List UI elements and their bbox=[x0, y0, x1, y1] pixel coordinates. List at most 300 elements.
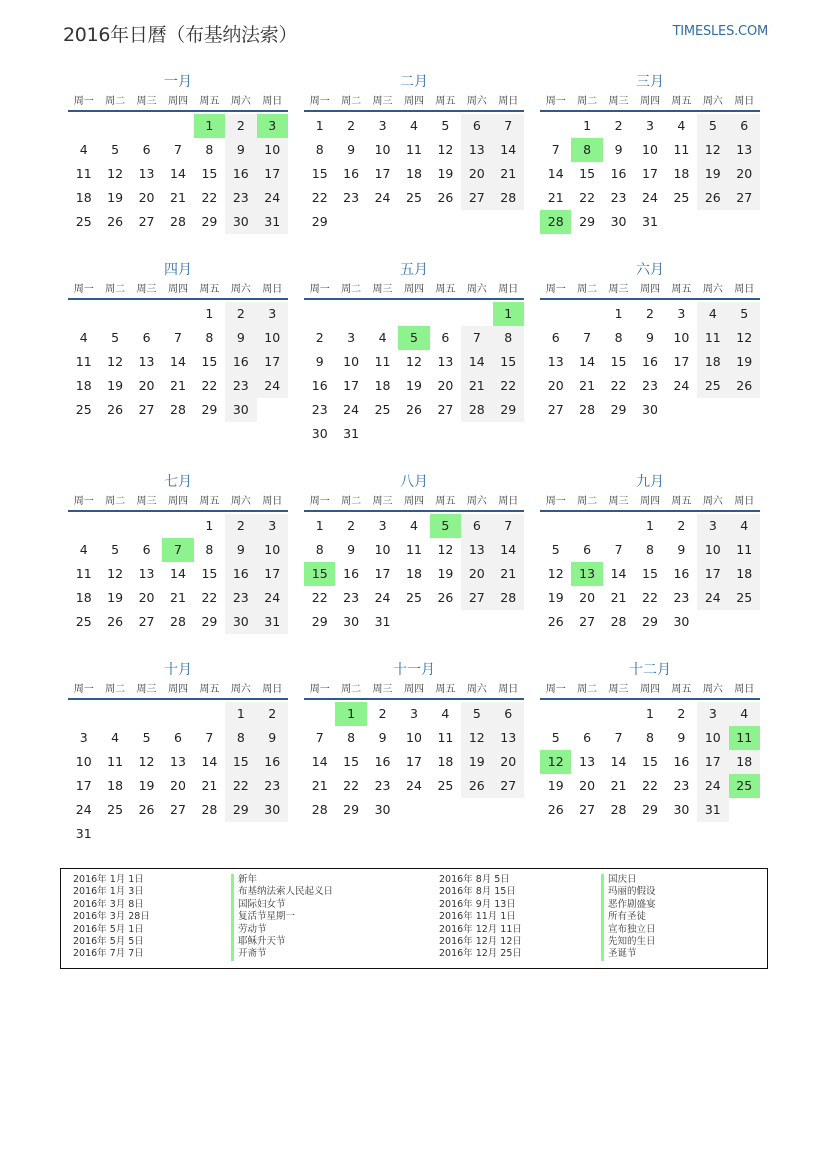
day-cell: 7 bbox=[174, 330, 182, 345]
day-cell: 22 bbox=[201, 190, 218, 205]
day-cell: 1 bbox=[614, 306, 623, 321]
day-cell: 5 bbox=[461, 702, 492, 726]
empty-cell bbox=[194, 702, 225, 726]
day-cell: 28 bbox=[610, 802, 627, 817]
day-cell: 22 bbox=[201, 378, 218, 393]
day-cell: 18 bbox=[729, 562, 760, 586]
day-cell: 23 bbox=[610, 190, 627, 205]
day-cell: 31 bbox=[374, 614, 391, 629]
day-cell: 25 bbox=[374, 402, 391, 417]
weekday-label: 周一 bbox=[309, 684, 330, 695]
holiday-day-cell: 12 bbox=[540, 750, 571, 774]
day-cell: 14 bbox=[170, 166, 186, 181]
day-cell: 8 bbox=[225, 726, 256, 750]
day-cell: 10 bbox=[697, 726, 728, 750]
day-cell: 19 bbox=[729, 350, 760, 374]
holiday-dates-left bbox=[73, 874, 150, 961]
day-cell: 13 bbox=[170, 754, 186, 769]
day-cell: 19 bbox=[697, 162, 728, 186]
day-cell: 20 bbox=[547, 378, 564, 393]
day-cell: 10 bbox=[374, 542, 391, 557]
day-cell: 12 bbox=[729, 326, 760, 350]
day-cell: 15 bbox=[642, 754, 658, 769]
day-cell: 7 bbox=[205, 730, 214, 745]
empty-cell bbox=[131, 302, 162, 326]
day-cell: 13 bbox=[138, 166, 155, 181]
day-cell: 4 bbox=[410, 518, 418, 533]
day-cell: 31 bbox=[75, 826, 92, 841]
day-cell: 26 bbox=[138, 802, 155, 817]
day-grid bbox=[540, 302, 760, 422]
day-cell: 1 bbox=[646, 518, 654, 533]
day-cell: 21 bbox=[201, 778, 218, 793]
day-cell: 7 bbox=[493, 514, 524, 538]
day-grid bbox=[68, 302, 288, 422]
day-cell: 11 bbox=[75, 566, 92, 581]
weekday-label: 周五 bbox=[435, 496, 456, 507]
day-cell: 8 bbox=[315, 542, 324, 557]
weekday-label: 周四 bbox=[167, 496, 188, 507]
weekday-label: 周一 bbox=[545, 96, 566, 107]
day-cell: 22 bbox=[225, 774, 256, 798]
day-cell: 13 bbox=[437, 354, 454, 369]
day-cell: 18 bbox=[406, 566, 422, 581]
weekday-label: 周二 bbox=[341, 684, 362, 695]
month-10 bbox=[68, 660, 288, 846]
holiday-name: 所有圣徒 bbox=[601, 911, 656, 923]
day-cell: 9 bbox=[646, 330, 654, 345]
day-cell: 5 bbox=[729, 302, 760, 326]
day-cell: 28 bbox=[311, 802, 328, 817]
day-cell: 8 bbox=[315, 142, 324, 157]
day-cell: 14 bbox=[461, 350, 492, 374]
day-cell: 7 bbox=[461, 326, 492, 350]
empty-cell bbox=[99, 302, 130, 326]
day-cell: 4 bbox=[378, 330, 387, 345]
holiday-name: 国庆日 bbox=[601, 874, 656, 886]
day-cell: 18 bbox=[406, 166, 422, 181]
weekday-label: 周一 bbox=[73, 684, 94, 695]
day-cell: 19 bbox=[107, 378, 124, 393]
weekday-label: 周五 bbox=[199, 684, 220, 695]
weekday-label: 周五 bbox=[435, 96, 456, 107]
day-cell: 2 bbox=[614, 118, 623, 133]
day-cell: 2 bbox=[646, 306, 654, 321]
day-cell: 10 bbox=[257, 326, 288, 350]
day-cell: 21 bbox=[610, 778, 627, 793]
holiday-date: 2016年 8月 15日 bbox=[439, 886, 516, 898]
weekday-label: 周二 bbox=[577, 96, 598, 107]
weekday-label: 周四 bbox=[639, 96, 660, 107]
day-cell: 11 bbox=[406, 142, 422, 157]
day-cell: 29 bbox=[642, 802, 658, 817]
day-cell: 21 bbox=[170, 190, 186, 205]
day-cell: 4 bbox=[111, 730, 120, 745]
day-cell: 26 bbox=[547, 614, 564, 629]
month-name: 五月 bbox=[400, 262, 428, 278]
day-cell: 1 bbox=[205, 518, 214, 533]
day-cell: 20 bbox=[579, 590, 596, 605]
day-cell: 6 bbox=[142, 542, 151, 557]
day-cell: 12 bbox=[107, 566, 124, 581]
empty-cell bbox=[540, 702, 571, 726]
month-1 bbox=[68, 72, 288, 234]
day-cell: 10 bbox=[257, 138, 288, 162]
day-cell: 9 bbox=[315, 354, 324, 369]
day-cell: 7 bbox=[551, 142, 560, 157]
weekday-label: 周日 bbox=[734, 96, 755, 107]
holiday-name: 先知的生日 bbox=[601, 936, 656, 948]
empty-cell bbox=[540, 514, 571, 538]
weekday-label: 周一 bbox=[73, 496, 94, 507]
day-cell: 2 bbox=[677, 706, 686, 721]
day-cell: 16 bbox=[225, 562, 256, 586]
day-cell: 8 bbox=[205, 142, 214, 157]
empty-cell bbox=[540, 114, 571, 138]
holiday-date: 2016年 5月 1日 bbox=[73, 923, 144, 935]
day-cell: 25 bbox=[75, 214, 92, 229]
day-cell: 3 bbox=[257, 302, 288, 326]
day-cell: 30 bbox=[374, 802, 391, 817]
weekday-header bbox=[540, 92, 760, 112]
empty-cell bbox=[571, 514, 602, 538]
day-cell: 23 bbox=[343, 590, 360, 605]
day-cell: 1 bbox=[315, 118, 324, 133]
day-cell: 11 bbox=[107, 754, 124, 769]
day-cell: 21 bbox=[610, 590, 627, 605]
weekday-label: 周二 bbox=[577, 684, 598, 695]
day-cell: 9 bbox=[378, 730, 387, 745]
day-cell: 15 bbox=[610, 354, 627, 369]
day-cell: 14 bbox=[170, 566, 186, 581]
day-cell: 30 bbox=[311, 426, 328, 441]
day-cell: 18 bbox=[75, 590, 92, 605]
day-grid bbox=[304, 302, 524, 446]
day-cell: 9 bbox=[614, 142, 623, 157]
day-cell: 11 bbox=[729, 538, 760, 562]
day-cell: 6 bbox=[493, 702, 524, 726]
day-cell: 24 bbox=[697, 586, 728, 610]
day-cell: 6 bbox=[551, 330, 560, 345]
day-cell: 25 bbox=[406, 190, 422, 205]
weekday-label: 周一 bbox=[73, 284, 94, 295]
day-cell: 14 bbox=[610, 754, 627, 769]
weekday-label: 周三 bbox=[136, 684, 157, 695]
day-cell: 16 bbox=[311, 378, 328, 393]
site-name[interactable]: TIMESLES.COM bbox=[672, 24, 768, 39]
day-cell: 26 bbox=[697, 186, 728, 210]
day-cell: 28 bbox=[493, 586, 524, 610]
day-cell: 3 bbox=[347, 330, 356, 345]
weekday-header bbox=[68, 92, 288, 112]
day-cell: 22 bbox=[493, 374, 524, 398]
weekday-label: 周日 bbox=[734, 684, 755, 695]
holiday-day-cell: 3 bbox=[257, 114, 288, 138]
day-cell: 20 bbox=[138, 590, 155, 605]
holiday-name: 宣布独立日 bbox=[601, 924, 656, 936]
day-cell: 2 bbox=[225, 514, 256, 538]
day-cell: 7 bbox=[614, 542, 623, 557]
day-cell: 22 bbox=[579, 190, 596, 205]
weekday-label: 周六 bbox=[702, 496, 723, 507]
day-cell: 17 bbox=[642, 166, 658, 181]
day-cell: 9 bbox=[347, 542, 356, 557]
page-title: 2016年日曆（布基纳法索） bbox=[63, 24, 298, 46]
holiday-date: 2016年 3月 28日 bbox=[73, 911, 150, 923]
day-cell: 10 bbox=[673, 330, 690, 345]
day-cell: 17 bbox=[406, 754, 422, 769]
day-cell: 20 bbox=[138, 190, 155, 205]
weekday-label: 周五 bbox=[199, 284, 220, 295]
weekday-label: 周日 bbox=[498, 684, 519, 695]
day-grid bbox=[540, 114, 760, 234]
day-cell: 5 bbox=[697, 114, 728, 138]
empty-cell bbox=[68, 514, 99, 538]
day-cell: 11 bbox=[437, 730, 454, 745]
day-cell: 11 bbox=[673, 142, 690, 157]
weekday-label: 周日 bbox=[262, 96, 283, 107]
weekday-label: 周一 bbox=[309, 284, 330, 295]
weekday-label: 周日 bbox=[262, 684, 283, 695]
weekday-label: 周四 bbox=[167, 96, 188, 107]
day-cell: 3 bbox=[697, 514, 728, 538]
day-cell: 27 bbox=[579, 614, 596, 629]
day-cell: 29 bbox=[225, 798, 256, 822]
day-cell: 23 bbox=[225, 374, 256, 398]
day-cell: 16 bbox=[343, 566, 360, 581]
day-cell: 3 bbox=[378, 518, 387, 533]
holiday-name: 布基纳法索人民起义日 bbox=[231, 886, 333, 898]
day-cell: 9 bbox=[677, 730, 686, 745]
weekday-label: 周二 bbox=[341, 284, 362, 295]
weekday-label: 周日 bbox=[262, 284, 283, 295]
holiday-name: 新年 bbox=[231, 874, 333, 886]
day-cell: 27 bbox=[461, 186, 492, 210]
weekday-label: 周三 bbox=[372, 284, 393, 295]
day-cell: 20 bbox=[170, 778, 186, 793]
day-cell: 16 bbox=[225, 350, 256, 374]
holiday-date: 2016年 7月 7日 bbox=[73, 948, 144, 960]
day-cell: 6 bbox=[729, 114, 760, 138]
day-cell: 27 bbox=[138, 402, 155, 417]
day-cell: 27 bbox=[729, 186, 760, 210]
day-cell: 18 bbox=[729, 750, 760, 774]
day-cell: 12 bbox=[697, 138, 728, 162]
holiday-names-left bbox=[231, 874, 333, 961]
day-cell: 10 bbox=[406, 730, 422, 745]
day-cell: 24 bbox=[257, 374, 288, 398]
day-cell: 11 bbox=[374, 354, 391, 369]
holiday-date: 2016年 12月 25日 bbox=[439, 948, 522, 960]
day-cell: 12 bbox=[461, 726, 492, 750]
day-cell: 13 bbox=[579, 754, 596, 769]
weekday-label: 周一 bbox=[309, 96, 330, 107]
day-cell: 1 bbox=[646, 706, 654, 721]
day-cell: 2 bbox=[347, 118, 356, 133]
day-cell: 18 bbox=[697, 350, 728, 374]
empty-cell bbox=[461, 302, 492, 326]
day-cell: 31 bbox=[697, 798, 728, 822]
day-cell: 14 bbox=[311, 754, 328, 769]
day-cell: 26 bbox=[107, 214, 124, 229]
day-cell: 24 bbox=[374, 590, 391, 605]
day-cell: 4 bbox=[79, 142, 88, 157]
holiday-name: 圣诞节 bbox=[601, 948, 656, 960]
day-cell: 3 bbox=[677, 306, 686, 321]
weekday-label: 周三 bbox=[372, 684, 393, 695]
month-name: 一月 bbox=[164, 74, 192, 90]
weekday-label: 周二 bbox=[577, 496, 598, 507]
day-grid bbox=[68, 702, 288, 846]
empty-cell bbox=[367, 302, 398, 326]
day-cell: 28 bbox=[610, 614, 627, 629]
empty-cell bbox=[571, 302, 602, 326]
holiday-name: 国际妇女节 bbox=[231, 899, 333, 911]
day-cell: 30 bbox=[257, 798, 288, 822]
day-cell: 18 bbox=[374, 378, 391, 393]
day-cell: 21 bbox=[461, 374, 492, 398]
weekday-label: 周四 bbox=[403, 96, 424, 107]
weekday-header bbox=[304, 492, 524, 512]
day-cell: 4 bbox=[410, 118, 418, 133]
day-cell: 30 bbox=[673, 802, 690, 817]
day-cell: 2 bbox=[677, 518, 686, 533]
day-cell: 24 bbox=[343, 402, 360, 417]
day-cell: 1 bbox=[205, 306, 214, 321]
month-11 bbox=[304, 660, 524, 822]
day-cell: 2 bbox=[257, 702, 288, 726]
day-cell: 1 bbox=[225, 702, 256, 726]
day-cell: 2 bbox=[225, 114, 256, 138]
day-cell: 11 bbox=[697, 326, 728, 350]
day-cell: 19 bbox=[547, 778, 564, 793]
day-cell: 24 bbox=[406, 778, 422, 793]
day-cell: 29 bbox=[642, 614, 658, 629]
holiday-day-cell: 1 bbox=[335, 702, 366, 726]
weekday-header bbox=[540, 492, 760, 512]
weekday-label: 周六 bbox=[466, 96, 487, 107]
weekday-label: 周三 bbox=[608, 284, 629, 295]
day-cell: 16 bbox=[257, 750, 288, 774]
day-cell: 6 bbox=[142, 330, 151, 345]
holiday-date: 2016年 3月 8日 bbox=[73, 898, 144, 910]
day-cell: 20 bbox=[138, 378, 155, 393]
month-4 bbox=[68, 260, 288, 422]
day-cell: 9 bbox=[257, 726, 288, 750]
weekday-label: 周日 bbox=[262, 496, 283, 507]
day-cell: 24 bbox=[257, 186, 288, 210]
day-cell: 13 bbox=[138, 354, 155, 369]
day-cell: 1 bbox=[583, 118, 592, 133]
holiday-name: 复活节星期一 bbox=[231, 911, 333, 923]
day-cell: 22 bbox=[642, 590, 658, 605]
day-cell: 29 bbox=[311, 614, 328, 629]
day-cell: 3 bbox=[697, 702, 728, 726]
day-cell: 29 bbox=[201, 402, 218, 417]
empty-cell bbox=[162, 114, 193, 138]
day-cell: 12 bbox=[437, 542, 454, 557]
day-cell: 25 bbox=[75, 614, 92, 629]
weekday-label: 周五 bbox=[199, 496, 220, 507]
day-cell: 12 bbox=[107, 166, 124, 181]
weekday-label: 周六 bbox=[230, 96, 251, 107]
day-cell: 28 bbox=[170, 214, 186, 229]
weekday-label: 周日 bbox=[734, 284, 755, 295]
empty-cell bbox=[99, 514, 130, 538]
day-cell: 17 bbox=[374, 166, 391, 181]
day-cell: 6 bbox=[441, 330, 450, 345]
weekday-header bbox=[540, 680, 760, 700]
weekday-label: 周日 bbox=[498, 284, 519, 295]
day-cell: 29 bbox=[493, 398, 524, 422]
weekday-label: 周五 bbox=[435, 284, 456, 295]
holiday-name: 劳动节 bbox=[231, 924, 333, 936]
day-cell: 21 bbox=[579, 378, 596, 393]
day-cell: 6 bbox=[461, 114, 492, 138]
weekday-label: 周五 bbox=[671, 284, 692, 295]
day-cell: 7 bbox=[583, 330, 592, 345]
day-cell: 22 bbox=[311, 190, 328, 205]
day-cell: 5 bbox=[111, 142, 120, 157]
weekday-label: 周日 bbox=[734, 496, 755, 507]
day-cell: 8 bbox=[614, 330, 623, 345]
weekday-label: 周一 bbox=[545, 684, 566, 695]
month-name: 二月 bbox=[400, 74, 428, 90]
day-cell: 17 bbox=[673, 354, 690, 369]
day-cell: 24 bbox=[697, 774, 728, 798]
day-cell: 14 bbox=[201, 754, 218, 769]
day-cell: 29 bbox=[201, 614, 218, 629]
day-cell: 1 bbox=[315, 518, 324, 533]
day-cell: 28 bbox=[461, 398, 492, 422]
holiday-day-cell: 1 bbox=[194, 114, 225, 138]
weekday-label: 周五 bbox=[435, 684, 456, 695]
day-cell: 27 bbox=[437, 402, 454, 417]
day-cell: 23 bbox=[311, 402, 328, 417]
day-cell: 21 bbox=[493, 562, 524, 586]
day-cell: 17 bbox=[343, 378, 360, 393]
day-cell: 4 bbox=[729, 702, 760, 726]
empty-cell bbox=[398, 302, 429, 326]
holiday-dates-right bbox=[439, 874, 522, 961]
day-cell: 19 bbox=[406, 378, 422, 393]
weekday-label: 周六 bbox=[230, 684, 251, 695]
day-cell: 27 bbox=[138, 614, 155, 629]
day-cell: 24 bbox=[642, 190, 658, 205]
day-cell: 3 bbox=[646, 118, 654, 133]
day-cell: 30 bbox=[225, 210, 256, 234]
day-cell: 14 bbox=[610, 566, 627, 581]
day-grid bbox=[68, 514, 288, 634]
day-cell: 6 bbox=[461, 514, 492, 538]
month-name: 三月 bbox=[636, 74, 664, 90]
day-cell: 26 bbox=[547, 802, 564, 817]
day-cell: 15 bbox=[201, 566, 218, 581]
day-cell: 10 bbox=[75, 754, 92, 769]
day-cell: 30 bbox=[225, 398, 256, 422]
day-cell: 18 bbox=[437, 754, 454, 769]
day-cell: 20 bbox=[493, 750, 524, 774]
empty-cell bbox=[430, 302, 461, 326]
day-cell: 23 bbox=[673, 590, 690, 605]
month-6 bbox=[540, 260, 760, 422]
day-cell: 27 bbox=[138, 214, 155, 229]
day-cell: 7 bbox=[493, 114, 524, 138]
day-cell: 16 bbox=[673, 754, 690, 769]
weekday-header bbox=[68, 680, 288, 700]
weekday-label: 周三 bbox=[372, 96, 393, 107]
day-cell: 25 bbox=[75, 402, 92, 417]
